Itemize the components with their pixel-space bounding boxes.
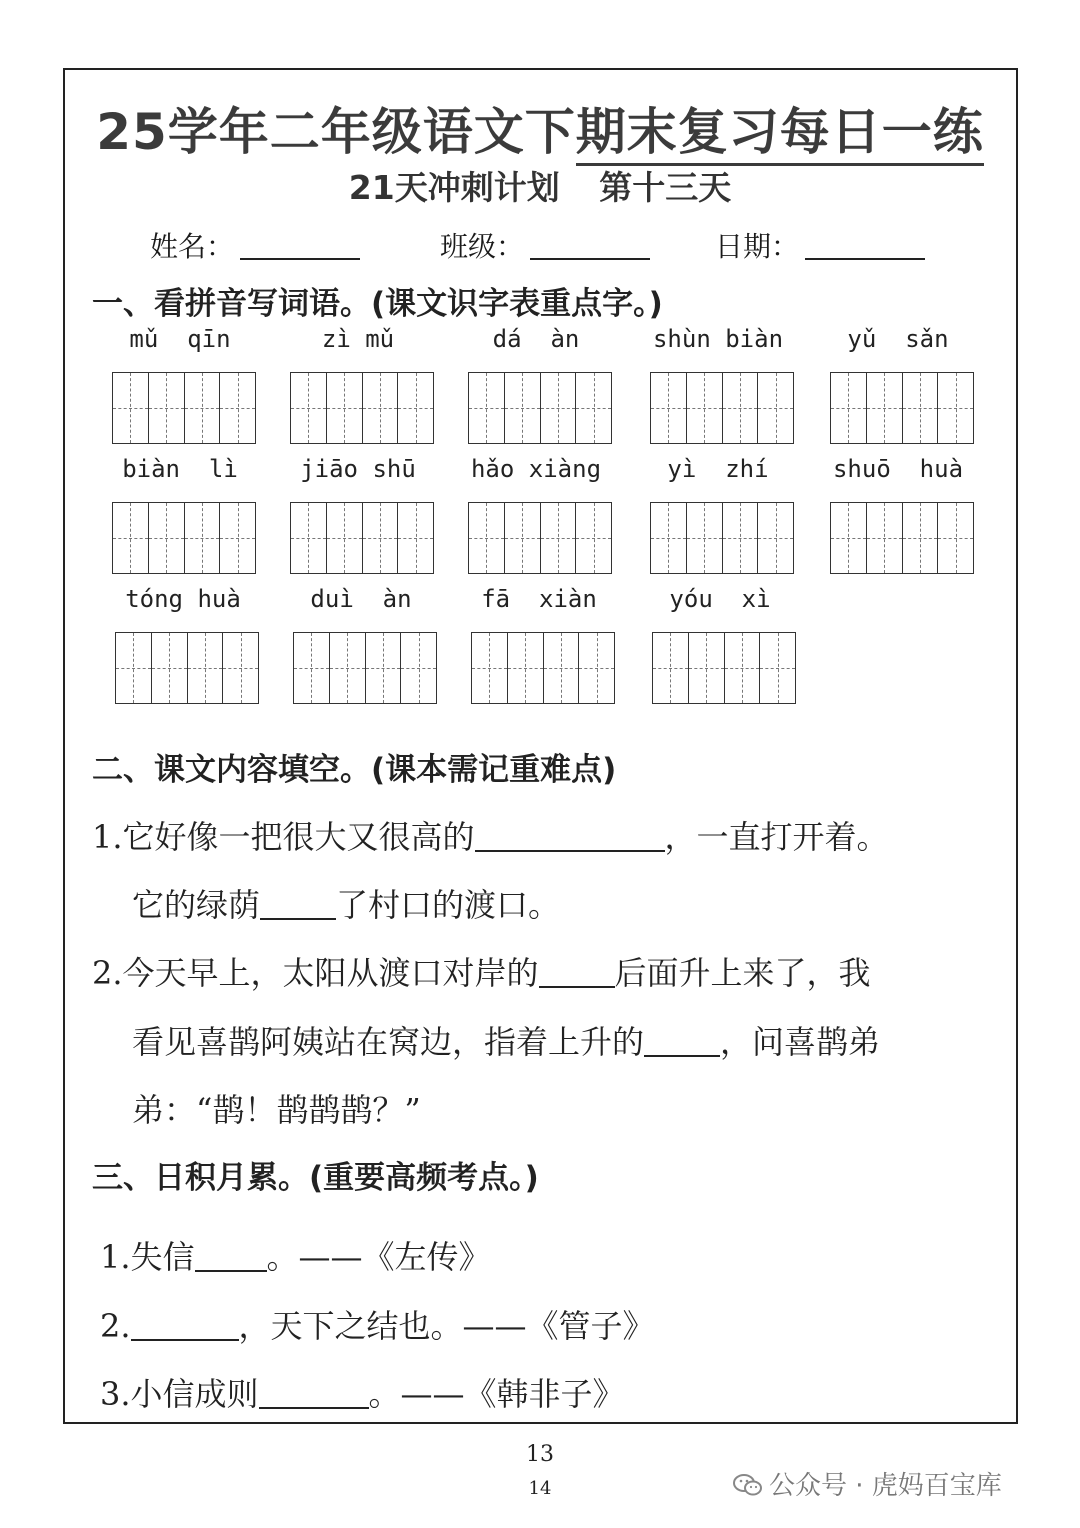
title-part2: 期末复习每日一练 <box>576 103 984 166</box>
date-field[interactable] <box>715 225 925 265</box>
pinyin-text: dá àn <box>492 325 580 353</box>
tianzige-boxes[interactable] <box>112 502 256 574</box>
s2-q2-text-a: 2.今天早上，太阳从渡口对岸的 <box>92 954 539 992</box>
tianzige-boxes[interactable] <box>293 632 437 704</box>
pinyin-grid <box>100 325 1000 725</box>
tianzige-boxes[interactable] <box>830 372 974 444</box>
tianzige-boxes[interactable] <box>650 502 794 574</box>
worksheet-subtitle <box>0 162 1080 209</box>
s3-q1-line <box>100 1232 491 1278</box>
tianzige-boxes[interactable] <box>468 372 612 444</box>
class-label: 班级： <box>440 230 525 263</box>
s3-q2-text-a: 2. <box>100 1307 131 1345</box>
tianzige-boxes[interactable] <box>830 502 974 574</box>
s2-q2-text-c: 看见喜鹊阿姨站在窝边，指着上升的 <box>132 1023 645 1061</box>
section3-title: 三、日积月累。(重要高频考点。) <box>92 1160 539 1196</box>
title-part1: 25学年二年级语文下 <box>96 103 576 161</box>
pinyin-text: fā xiàn <box>481 585 597 613</box>
wechat-watermark <box>733 1465 1002 1502</box>
s3-q2-text-b: ，天下之结也。——《管子》 <box>238 1307 655 1345</box>
s2-q1-text-c: 它的绿荫 <box>132 886 261 924</box>
s2-q1-text-d: 了村口的渡口。 <box>336 886 561 924</box>
tianzige-boxes[interactable] <box>112 372 256 444</box>
tianzige-boxes[interactable] <box>290 502 434 574</box>
s3-q3-text-a: 3.小信成则 <box>100 1375 259 1413</box>
pinyin-text: yǔ sǎn <box>847 325 949 353</box>
pinyin-text: biàn lì <box>122 455 238 483</box>
s2-q2-line2 <box>132 1017 880 1063</box>
pinyin-text: yóu xì <box>669 585 771 613</box>
s2-q2-blank1[interactable] <box>539 956 615 988</box>
s2-q1-blank2[interactable] <box>260 888 336 920</box>
s2-q1-text-a: 1.它好像一把很大又很高的 <box>92 818 475 856</box>
tianzige-boxes[interactable] <box>468 502 612 574</box>
name-field[interactable] <box>150 225 360 265</box>
s2-q1-text-b: ，一直打开着。 <box>664 818 889 856</box>
pinyin-text: jiāo shū <box>300 455 416 483</box>
s3-q1-blank[interactable] <box>195 1240 267 1272</box>
tianzige-boxes[interactable] <box>650 372 794 444</box>
s3-q3-blank[interactable] <box>259 1377 369 1409</box>
class-field[interactable] <box>440 225 650 265</box>
worksheet-title <box>0 92 1080 164</box>
subtitle-day: 第十三天 <box>599 168 732 207</box>
s3-q2-blank[interactable] <box>131 1309 239 1341</box>
name-blank[interactable] <box>240 230 360 260</box>
s2-q1-line2 <box>132 880 560 926</box>
pinyin-text: shuō huà <box>832 455 964 483</box>
tianzige-boxes[interactable] <box>290 372 434 444</box>
watermark-text: 公众号 · 虎妈百宝库 <box>769 1471 1002 1501</box>
s2-q1-line1 <box>92 812 889 858</box>
pinyin-text: tóng huà <box>125 585 241 613</box>
section2-title: 二、课文内容填空。(课本需记重难点) <box>92 752 617 788</box>
tianzige-boxes[interactable] <box>471 632 615 704</box>
page-number-next: 14 <box>528 1478 552 1499</box>
pinyin-text: duì àn <box>310 585 412 613</box>
s3-q2-line <box>100 1301 655 1347</box>
s2-q2-text-d: ，问喜鹊弟 <box>720 1023 881 1061</box>
s2-q1-blank1[interactable] <box>475 820 665 852</box>
pinyin-text: yì zhí <box>667 455 769 483</box>
s2-q2-line3: 弟：“鹊！鹊鹊鹊？” <box>132 1091 421 1129</box>
s2-q2-blank2[interactable] <box>644 1025 720 1057</box>
s3-q1-text-b: 。——《左传》 <box>266 1238 491 1276</box>
pinyin-text: shùn biàn <box>652 325 784 353</box>
pinyin-text: hǎo xiàng <box>470 455 602 483</box>
tianzige-boxes[interactable] <box>115 632 259 704</box>
s3-q1-text-a: 1.失信 <box>100 1238 195 1276</box>
pinyin-text: zì mǔ <box>321 325 395 353</box>
section1-title: 一、看拼音写词语。(课文识字表重点字。) <box>92 286 663 322</box>
page-number: 13 <box>526 1442 554 1467</box>
name-label: 姓名： <box>150 230 235 263</box>
pinyin-text: mǔ qīn <box>129 325 231 353</box>
s3-q3-text-b: 。——《韩非子》 <box>368 1375 625 1413</box>
wechat-icon <box>733 1473 763 1497</box>
tianzige-boxes[interactable] <box>652 632 796 704</box>
class-blank[interactable] <box>530 230 650 260</box>
s3-q3-line <box>100 1369 625 1415</box>
s2-q2-text-b: 后面升上来了，我 <box>614 954 871 992</box>
s2-q2-line1 <box>92 948 871 994</box>
subtitle-plan: 21天冲刺计划 <box>348 168 560 207</box>
date-label: 日期： <box>715 230 800 263</box>
date-blank[interactable] <box>805 230 925 260</box>
